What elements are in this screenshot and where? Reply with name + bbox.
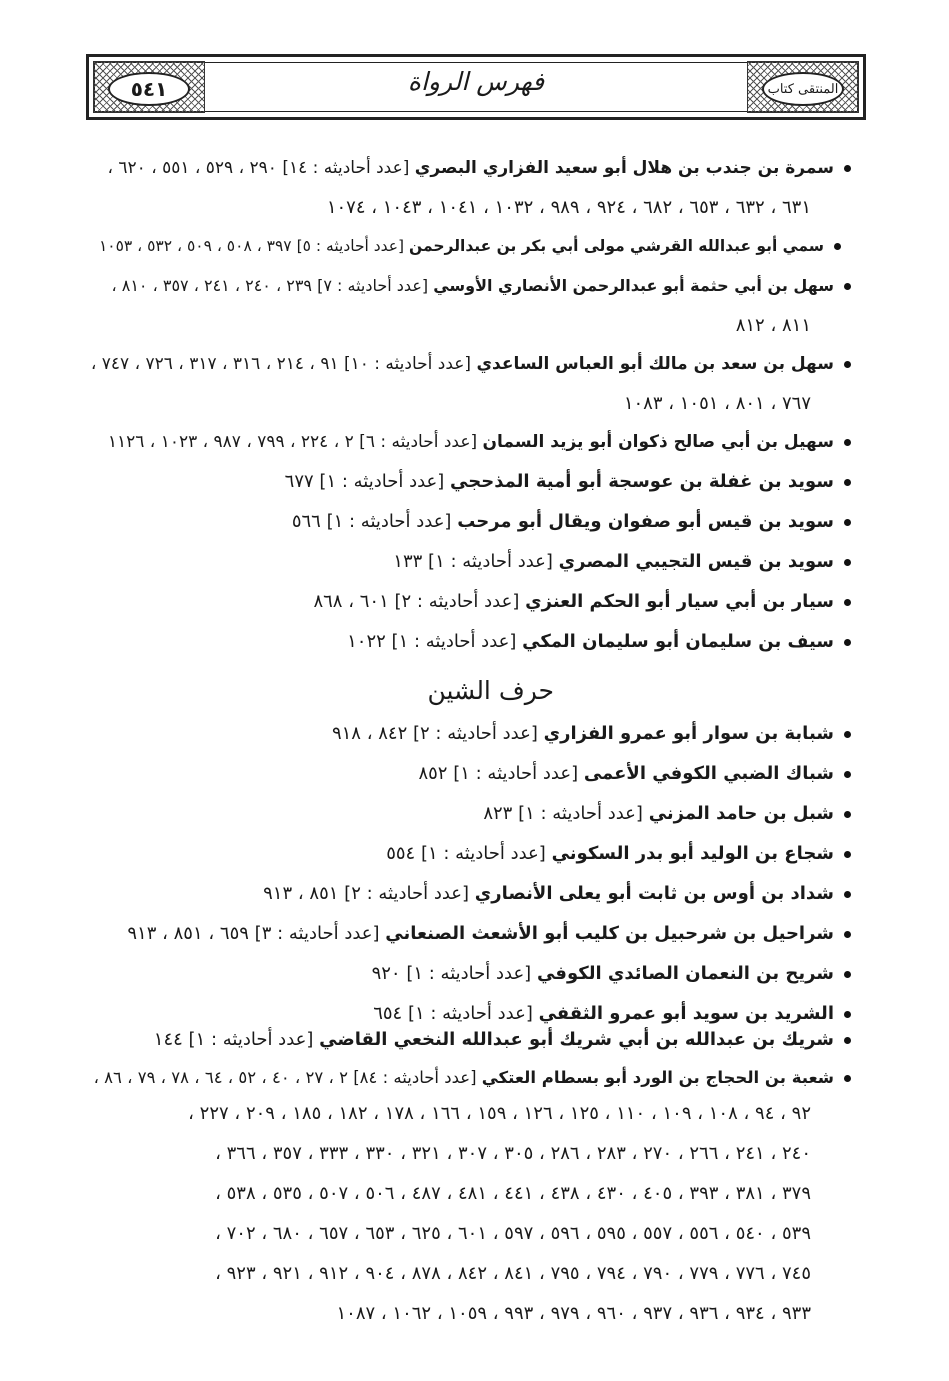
bullet-icon — [844, 771, 851, 778]
entry-line — [108, 430, 851, 454]
hadith-count: [عدد أحاديثه : ١] — [188, 1029, 314, 1050]
hadith-numbers: ٨٤٢ ، ٩١٨ — [331, 723, 408, 744]
entry-line — [111, 274, 851, 298]
narrator-name: سيف بن سليمان أبو سليمان المكي — [522, 631, 834, 652]
hadith-numbers: ٢ ، ٢٢٤ ، ٧٩٩ ، ٩٨٧ ، ١٠٢٣ ، ١١٢٦ — [107, 432, 354, 452]
hadith-count: [عدد أحاديثه : ١] — [407, 1003, 533, 1024]
narrator-name: شبابة بن سوار أبو عمرو الفزاري — [543, 723, 834, 744]
entry-continuation: ٩٢ ، ٩٤ ، ١٠٨ ، ١٠٩ ، ١١٠ ، ١٢٥ ، ١٢٦ ، ١٥٩ ، ١٦٦ ، ١٧٨ ، ١٨٢ ، ١٨٥ ، ٢٠٩ ، ٢٢٧ ، — [188, 1103, 811, 1124]
hadith-numbers: ١٠٢٢ — [347, 631, 386, 652]
entry-continuation: ٥٣٩ ، ٥٤٠ ، ٥٥٦ ، ٥٥٧ ، ٥٩٥ ، ٥٩٦ ، ٥٩٧ ، ٦٠١ ، ٦٢٥ ، ٦٥٣ ، ٦٥٧ ، ٦٨٠ ، ٧٠٢ ، — [215, 1223, 811, 1244]
narrator-name: شباك الضبي الكوفي الأعمى — [583, 763, 834, 784]
entry-line — [285, 470, 851, 494]
hadith-count: [عدد أحاديثه : ١] — [420, 843, 546, 864]
bullet-icon — [844, 1011, 851, 1018]
entry-line — [386, 842, 851, 866]
entry-line — [483, 802, 851, 826]
bullet-icon — [844, 731, 851, 738]
narrator-name: سهل بن سعد بن مالك أبو العباس الساعدي — [476, 354, 834, 374]
entry-line — [347, 630, 851, 654]
entry-line — [332, 722, 851, 746]
entry-line — [108, 156, 852, 180]
narrator-name: شراحيل بن شرحبيل بن كليب أبو الأشعث الصنعاني — [385, 923, 834, 944]
narrator-name: شجاع بن الوليد أبو بدر السكوني — [551, 843, 834, 864]
hadith-numbers: ٨٥١ ، ٩١٣ — [263, 883, 339, 904]
entry-line — [313, 590, 851, 614]
bullet-icon — [834, 243, 841, 250]
bullet-icon — [844, 599, 851, 606]
bullet-icon — [844, 971, 851, 978]
hadith-count: [عدد أحاديثه : ٢] — [394, 591, 520, 612]
entry-line — [154, 1028, 851, 1052]
hadith-count: [عدد أحاديثه : ٧] — [317, 276, 429, 295]
narrator-name: سويد بن قيس أبو صفوان ويقال أبو مرحب — [457, 511, 834, 532]
narrator-name: سمي أبو عبدالله القرشي مولى أبي بكر بن عبدالرحمن — [409, 237, 824, 255]
narrator-name: سويد بن غفلة بن عوسجة أبو أمية المذحجي — [450, 471, 834, 492]
entry-continuation: ٧٦٧ ، ٨٠١ ، ١٠٥١ ، ١٠٨٣ — [623, 393, 811, 414]
hadith-count: [عدد أحاديثه : ٣] — [254, 923, 380, 944]
narrator-name: سهل بن أبي حثمة أبو عبدالرحمن الأنصاري الأوسي — [433, 276, 834, 295]
hadith-numbers: ٦٠١ ، ٨٦٨ — [313, 591, 389, 612]
entry-line — [418, 762, 851, 786]
entry-continuation: ٨١١ ، ٨١٢ — [735, 315, 811, 336]
hadith-count: [عدد أحاديثه : ٨٤] — [353, 1068, 477, 1087]
entry-line — [263, 882, 851, 906]
narrator-name: شعبة بن الحجاج بن الورد أبو بسطام العتكي — [481, 1068, 834, 1087]
hadith-count: [عدد أحاديثه : ٦] — [359, 432, 478, 452]
bullet-icon — [844, 639, 851, 646]
hadith-count: [عدد أحاديثه : ٢] — [413, 723, 538, 744]
hadith-numbers: ٩٢٠ — [371, 963, 401, 984]
bullet-icon — [844, 811, 851, 818]
bullet-icon — [844, 361, 851, 368]
bullet-icon — [844, 439, 851, 446]
hadith-numbers: ٥٦٦ — [291, 511, 321, 532]
hadith-count: [عدد أحاديثه : ٥] — [296, 237, 405, 255]
narrator-name: سيار بن أبي سيار أبو الحكم العنزي — [525, 591, 834, 612]
bullet-icon — [844, 931, 851, 938]
entry-line — [373, 1002, 851, 1026]
hadith-numbers: ٣٩٧ ، ٥٠٨ ، ٥٠٩ ، ٥٣٢ ، ١٠٥٣ — [98, 237, 292, 255]
entry-line — [91, 352, 851, 376]
bullet-icon — [844, 165, 851, 172]
hadith-count: [عدد أحاديثه : ١] — [453, 763, 579, 784]
hadith-numbers: ٩١ ، ٢١٤ ، ٣١٦ ، ٣١٧ ، ٧٢٦ ، ٧٤٧ ، — [90, 354, 339, 374]
entry-continuation: ٦٣١ ، ٦٣٢ ، ٦٥٣ ، ٦٨٢ ، ٩٢٤ ، ٩٨٩ ، ١٠٣٢ ، ١٠٤١ ، ١٠٤٣ ، ١٠٧٤ — [326, 197, 811, 218]
hadith-numbers: ٦٥٩ ، ٨٥١ ، ٩١٣ — [127, 923, 249, 944]
narrator-name: سهيل بن أبي صالح ذكوان أبو يزيد السمان — [482, 432, 834, 452]
hadith-numbers: ٨٥٢ — [418, 763, 448, 784]
bullet-icon — [844, 479, 851, 486]
narrator-name: سمرة بن جندب بن هلال أبو سعيد الفزاري البصري — [414, 158, 834, 178]
hadith-count: [عدد أحاديثه : ١] — [326, 511, 452, 532]
hadith-count: [عدد أحاديثه : ١] — [428, 551, 553, 572]
narrator-name: شريح بن النعمان الصائدي الكوفي — [536, 963, 834, 984]
hadith-count: [عدد أحاديثه : ١٤] — [282, 158, 410, 178]
entry-continuation: ٧٤٥ ، ٧٧٦ ، ٧٧٩ ، ٧٩٠ ، ٧٩٤ ، ٧٩٥ ، ٨٤١ ، ٨٤٢ ، ٨٧٨ ، ٩٠٤ ، ٩١٢ ، ٩٢١ ، ٩٢٣ ، — [215, 1263, 811, 1284]
narrator-name: سويد بن قيس التجيبي المصري — [558, 551, 834, 572]
hadith-count: [عدد أحاديثه : ١٠] — [343, 354, 472, 374]
hadith-count: [عدد أحاديثه : ١] — [319, 471, 445, 492]
entry-line — [292, 510, 851, 534]
bullet-icon — [844, 519, 851, 526]
hadith-numbers: ٦٧٧ — [284, 471, 314, 492]
hadith-numbers: ٢٣٩ ، ٢٤٠ ، ٢٤١ ، ٣٥٧ ، ٨١٠ ، — [111, 276, 313, 295]
bullet-icon — [844, 559, 851, 566]
bullet-icon — [844, 851, 851, 858]
entry-line — [99, 234, 841, 258]
narrator-name: شبل بن حامد المزني — [648, 803, 834, 824]
section-heading: حرف الشين — [427, 676, 554, 705]
narrator-name: شداد بن أوس بن ثابت أبو يعلى الأنصاري — [474, 883, 834, 904]
hadith-numbers: ١٣٣ — [393, 551, 423, 572]
entry-line — [127, 922, 851, 946]
entry-line — [372, 962, 851, 986]
bullet-icon — [844, 891, 851, 898]
bullet-icon — [844, 283, 851, 290]
hadith-count: [عدد أحاديثه : ١] — [518, 803, 643, 824]
entry-continuation: ٩٣٣ ، ٩٣٤ ، ٩٣٦ ، ٩٣٧ ، ٩٦٠ ، ٩٧٩ ، ٩٩٣ ، ١٠٥٩ ، ١٠٦٢ ، ١٠٨٧ — [336, 1303, 811, 1324]
running-title: فهرس الرواة — [407, 67, 545, 96]
hadith-numbers: ٦٥٤ — [373, 1003, 403, 1024]
hadith-numbers: ١٤٤ — [153, 1029, 183, 1050]
hadith-numbers: ٨٢٣ — [483, 803, 513, 824]
bullet-icon — [844, 1037, 851, 1044]
hadith-count: [عدد أحاديثه : ١] — [391, 631, 517, 652]
entry-line — [94, 1066, 851, 1090]
entry-continuation: ٣٧٩ ، ٣٨١ ، ٣٩٣ ، ٤٠٥ ، ٤٣٠ ، ٤٣٨ ، ٤٤١ ، ٤٨١ ، ٤٨٧ ، ٥٠٦ ، ٥٠٧ ، ٥٣٥ ، ٥٣٨ ، — [215, 1183, 811, 1204]
hadith-count: [عدد أحاديثه : ١] — [406, 963, 532, 984]
narrator-name: شريك بن عبدالله بن أبي شريك أبو عبدالله النخعي القاضي — [319, 1029, 834, 1050]
hadith-numbers: ٢٩٠ ، ٥٢٩ ، ٥٥١ ، ٦٢٠ ، — [107, 158, 277, 178]
book-logo-text: المنتقى كتاب — [767, 81, 839, 97]
hadith-count: [عدد أحاديثه : ٢] — [344, 883, 470, 904]
page-number: ٥٤١ — [130, 77, 168, 101]
entry-continuation: ٢٤٠ ، ٢٤١ ، ٢٦٦ ، ٢٧٠ ، ٢٨٣ ، ٢٨٦ ، ٣٠٥ ، ٣٠٧ ، ٣٢١ ، ٣٣٠ ، ٣٣٣ ، ٣٥٧ ، ٣٦٦ ، — [215, 1143, 811, 1164]
narrator-name: الشريد بن سويد أبو عمرو الثقفي — [538, 1003, 834, 1024]
hadith-numbers: ٥٥٤ — [386, 843, 416, 864]
bullet-icon — [844, 1075, 851, 1082]
entry-line — [393, 550, 851, 574]
hadith-numbers: ٢ ، ٢٧ ، ٤٠ ، ٥٢ ، ٦٤ ، ٧٨ ، ٧٩ ، ٨٦ ، — [93, 1068, 348, 1087]
